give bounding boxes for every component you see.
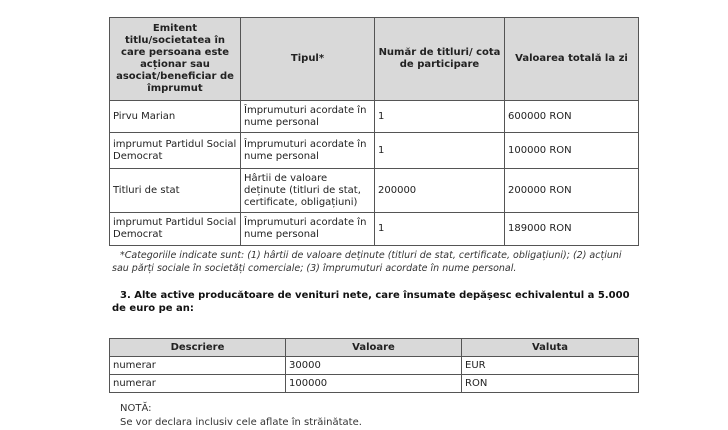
table-row	[110, 357, 639, 375]
cell-issuer: imprumut Partidul Social Democrat	[110, 213, 241, 246]
cell-count: 200000	[375, 169, 505, 213]
header-description: Descriere	[110, 339, 286, 357]
note-text: Se vor declara inclusiv cele aflate în străinătate.	[120, 417, 362, 428]
shares-loans-table	[109, 17, 639, 246]
table-row	[110, 213, 639, 246]
cell-issuer: Pirvu Marian	[110, 101, 241, 133]
header-type: Tipul*	[241, 18, 375, 101]
cell-issuer: imprumut Partidul Social Democrat	[110, 133, 241, 169]
table-row	[110, 101, 639, 133]
cell-type: Împrumuturi acordate în nume personal	[241, 213, 375, 246]
cell-issuer: Titluri de stat	[110, 169, 241, 213]
footnote: *Categoriile indicate sunt: (1) hârtii de valoare deținute (titluri de stat, certificate, obligațiuni); (2) acțiuni sau părți sociale în societăți comerciale; (3) împrumuturi acordate în nume personal.	[112, 250, 622, 274]
table-row	[110, 133, 639, 169]
header-value: Valoarea totală la zi	[505, 18, 639, 101]
table-header-row	[110, 18, 639, 101]
cell-value: 600000 RON	[505, 101, 639, 133]
note-label: NOTĂ:	[120, 403, 152, 414]
table-row	[110, 375, 639, 393]
cell-amount: 30000	[286, 357, 462, 375]
cell-amount: 100000	[286, 375, 462, 393]
cell-type: Împrumuturi acordate în nume personal	[241, 133, 375, 169]
header-currency: Valuta	[462, 339, 639, 357]
section-heading: 3. Alte active producătoare de venituri nete, care însumate depășesc echivalentul a 5.000 de euro pe an:	[112, 290, 630, 314]
header-count: Număr de titluri/ cota de participare	[375, 18, 505, 101]
cell-currency: RON	[462, 375, 639, 393]
cell-value: 200000 RON	[505, 169, 639, 213]
note-block	[120, 402, 362, 430]
header-amount: Valoare	[286, 339, 462, 357]
cell-description: numerar	[110, 375, 286, 393]
cell-description: numerar	[110, 357, 286, 375]
cell-currency: EUR	[462, 357, 639, 375]
cell-type: Împrumuturi acordate în nume personal	[241, 101, 375, 133]
cell-count: 1	[375, 101, 505, 133]
cell-count: 1	[375, 213, 505, 246]
table-header-row	[110, 339, 639, 357]
other-assets-table	[109, 338, 639, 393]
cell-count: 1	[375, 133, 505, 169]
cell-value: 100000 RON	[505, 133, 639, 169]
cell-type: Hârtii de valoare deținute (titluri de stat, certificate, obligațiuni)	[241, 169, 375, 213]
table-row	[110, 169, 639, 213]
header-issuer: Emitent titlu/societatea în care persoana este acționar sau asociat/beneficiar de împrumut	[110, 18, 241, 101]
cell-value: 189000 RON	[505, 213, 639, 246]
